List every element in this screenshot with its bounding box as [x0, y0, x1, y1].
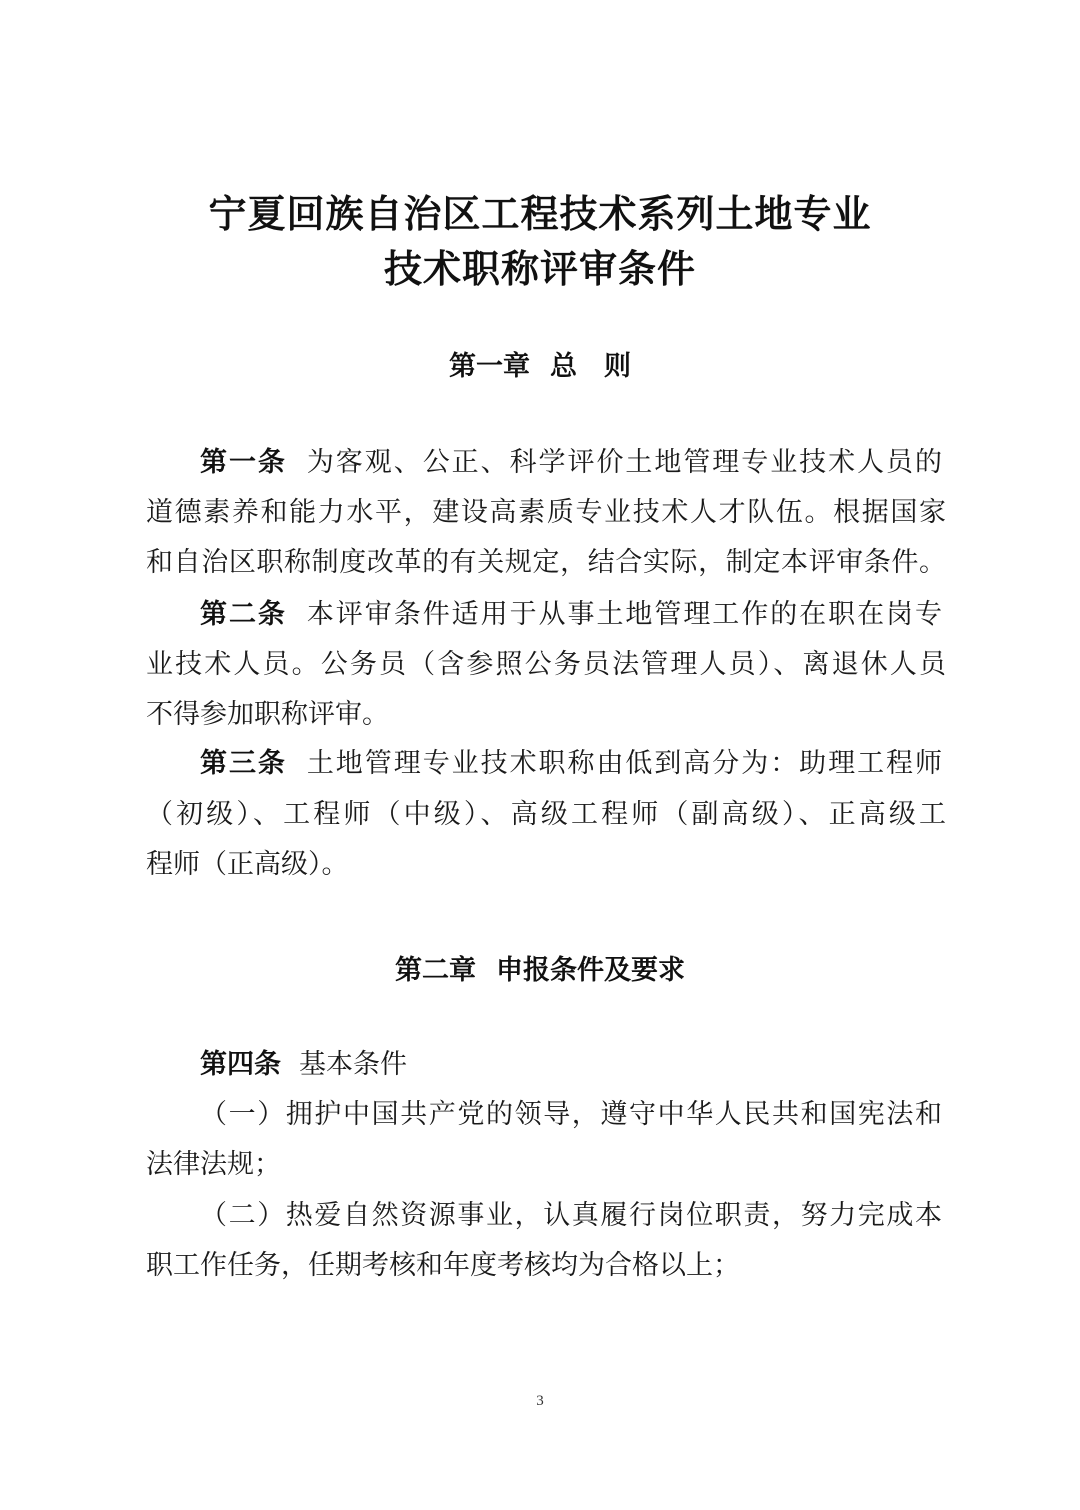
article-3-label: 第三条	[200, 748, 287, 779]
article-4-heading	[200, 1047, 942, 1083]
article-4-heading-text: 基本条件	[299, 1049, 407, 1080]
chapter-1-name: 总 则	[550, 351, 631, 382]
chapter-2-name: 申报条件及要求	[496, 955, 685, 986]
chapter-1-heading	[0, 344, 1080, 383]
document-title-line-1: 宁夏回族自治区工程技术系列土地专业	[208, 191, 872, 236]
article-4-label: 第四条	[200, 1049, 281, 1080]
article-1-line-3: 和自治区职称制度改革的有关规定，结合实际，制定本评审条件。	[146, 547, 946, 578]
chapter-2-heading	[0, 948, 1080, 987]
article-2-text-1: 本评审条件适用于从事土地管理工作的在职在岗专	[304, 599, 943, 630]
chapter-2-label: 第二章	[395, 955, 476, 986]
article-1-text-1: 为客观、公正、科学评价土地管理专业技术人员的	[304, 447, 943, 478]
article-4-item-1-line-1: （一）拥护中国共产党的领导，遵守中华人民共和国宪法和	[200, 1099, 942, 1130]
article-2-line-1	[200, 597, 942, 633]
article-2-label: 第二条	[200, 599, 287, 630]
chapter-1-label: 第一章	[449, 351, 530, 382]
article-2-line-2: 业技术人员。公务员（含参照公务员法管理人员）、离退休人员	[146, 649, 946, 680]
article-1-line-2: 道德素养和能力水平，建设高素质专业技术人才队伍。根据国家	[146, 497, 946, 528]
article-3-line-1	[200, 746, 942, 782]
article-3-line-2: （初级）、工程师（中级）、高级工程师（副高级）、正高级工	[146, 799, 946, 830]
article-4-item-2-line-1: （二）热爱自然资源事业，认真履行岗位职责，努力完成本	[200, 1200, 942, 1231]
article-3-text-1: 土地管理专业技术职称由低到高分为：助理工程师	[304, 748, 943, 779]
article-3-line-3: 程师（正高级）。	[146, 849, 349, 880]
article-1-line-1	[200, 445, 942, 481]
article-4-item-2-line-2: 职工作任务，任期考核和年度考核均为合格以上；	[146, 1250, 740, 1281]
article-2-line-3: 不得参加职称评审。	[146, 699, 389, 730]
article-4-item-1-line-2: 法律法规；	[146, 1149, 281, 1180]
page-number: 3	[536, 1393, 544, 1409]
article-1-label: 第一条	[200, 447, 287, 478]
document-title-line-2: 技术职称评审条件	[383, 246, 696, 291]
